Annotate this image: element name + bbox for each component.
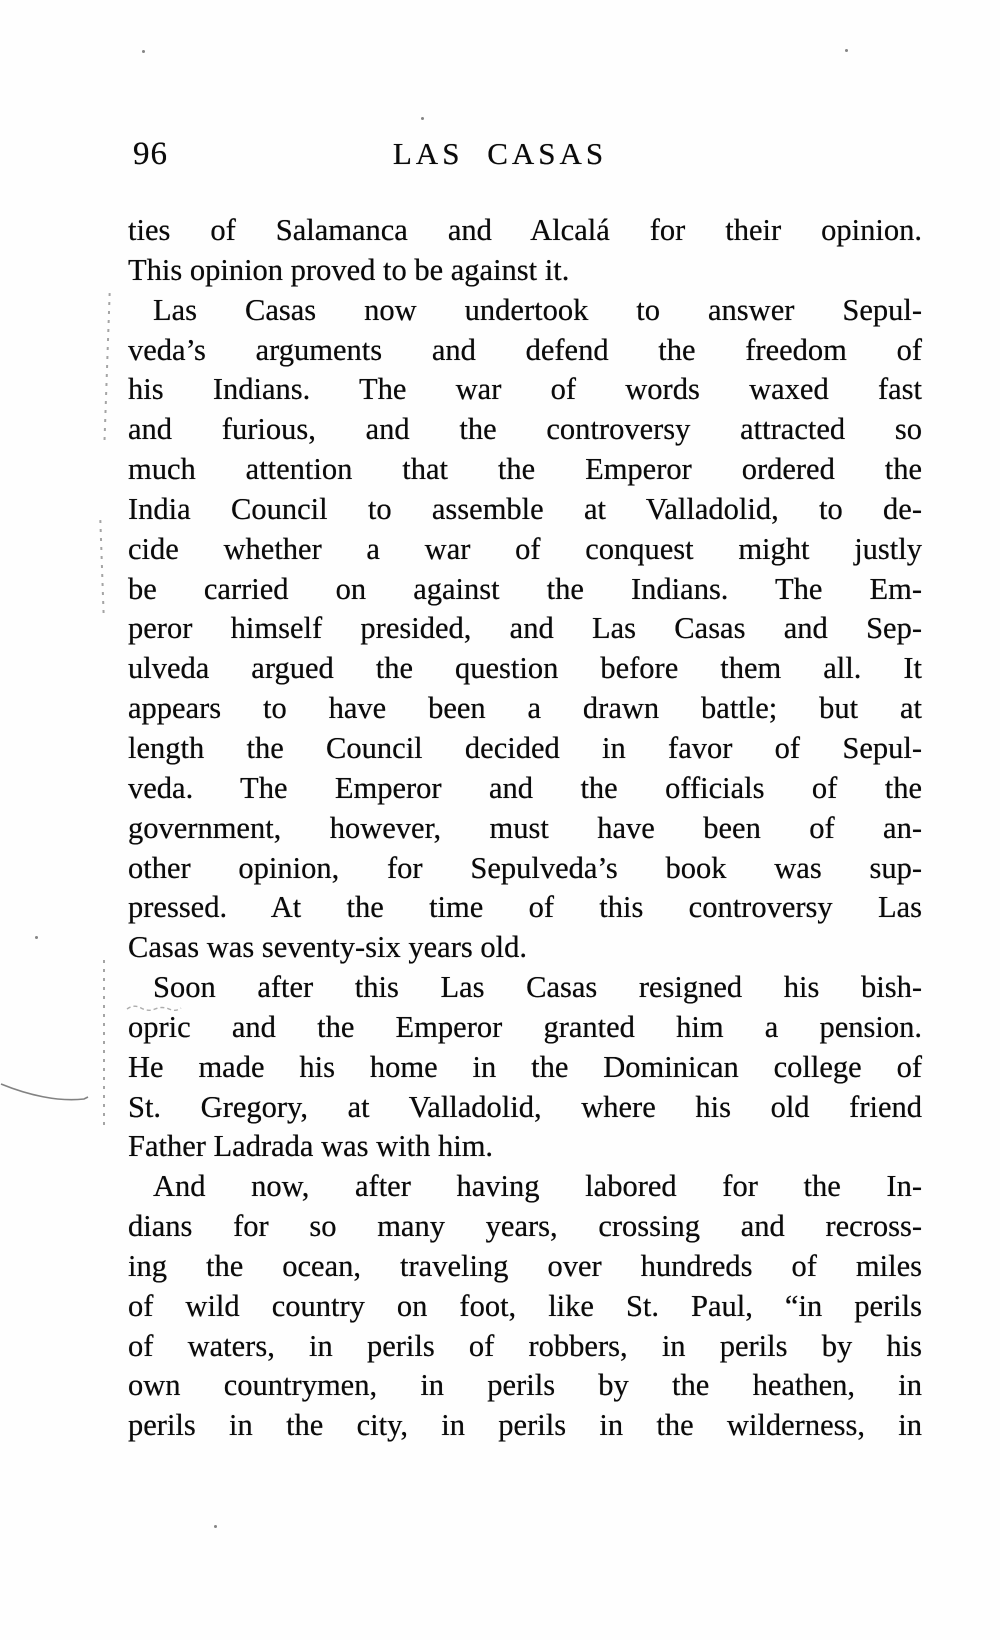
scan-speck (421, 117, 424, 120)
text-line: St. Gregory, at Valladolid, where his old friend (128, 1089, 922, 1124)
body-text (128, 211, 922, 1446)
text-line: ulveda argued the question before them all. It (128, 651, 922, 686)
text-line: government, however, must have been of an- (128, 810, 922, 845)
pencil-margin-line (103, 960, 105, 1128)
pencil-margin-line (103, 293, 110, 445)
text-line: ties of Salamanca and Alcalá for their opinion. (128, 213, 922, 247)
scan-speck (142, 50, 145, 53)
text-line: veda’s arguments and defend the freedom of (128, 332, 922, 367)
text-line: opric and the Emperor granted him a pension. (128, 1009, 922, 1044)
text-line: Father Ladrada was with him. (128, 1129, 494, 1164)
text-line: This opinion proved to be against it. (128, 252, 570, 287)
scan-speck (35, 936, 38, 939)
text-line: dians for so many years, crossing and recross- (128, 1209, 922, 1244)
text-line: ing the ocean, traveling over hundreds of miles (128, 1248, 922, 1283)
text-line: be carried on against the Indians. The Em- (128, 571, 922, 606)
text-line: Casas was seventy-six years old. (128, 930, 527, 965)
text-line: and furious, and the controversy attracted so (128, 412, 922, 447)
text-line: India Council to assemble at Valladolid, to de- (128, 491, 922, 526)
text-line: own countrymen, in perils by the heathen, in (128, 1368, 922, 1403)
text-line: veda. The Emperor and the officials of the (128, 770, 922, 805)
text-line: peror himself presided, and Las Casas and Sep- (128, 611, 922, 646)
text-line: much attention that the Emperor ordered the (128, 452, 922, 487)
pencil-margin-line (99, 520, 104, 616)
pencil-curve-mark (0, 1078, 92, 1114)
text-line: appears to have been a drawn battle; but at (128, 691, 922, 726)
text-line: perils in the city, in perils in the wilderness, in (128, 1408, 922, 1443)
text-line: Soon after this Las Casas resigned his bish- (153, 970, 922, 1005)
text-line: length the Council decided in favor of Sepul- (128, 730, 922, 765)
text-line: He made his home in the Dominican college of (128, 1049, 922, 1084)
text-line: his Indians. The war of words waxed fast (128, 372, 922, 407)
text-line: pressed. At the time of this controversy Las (128, 890, 922, 925)
scan-speck (214, 1525, 217, 1528)
running-title: LAS CASAS (392, 136, 608, 171)
text-line: And now, after having labored for the In- (153, 1169, 922, 1204)
text-line: of waters, in perils of robbers, in perils by his (128, 1328, 922, 1363)
pencil-squiggle-mark (126, 1002, 182, 1016)
text-line: Las Casas now undertook to answer Sepul- (153, 292, 922, 327)
text-line: of wild country on foot, like St. Paul, “in perils (128, 1288, 922, 1323)
scan-speck (845, 49, 848, 52)
text-line: cide whether a war of conquest might justly (128, 531, 922, 566)
page-number: 96 (133, 136, 168, 172)
text-line: other opinion, for Sepulveda’s book was sup- (128, 850, 922, 885)
